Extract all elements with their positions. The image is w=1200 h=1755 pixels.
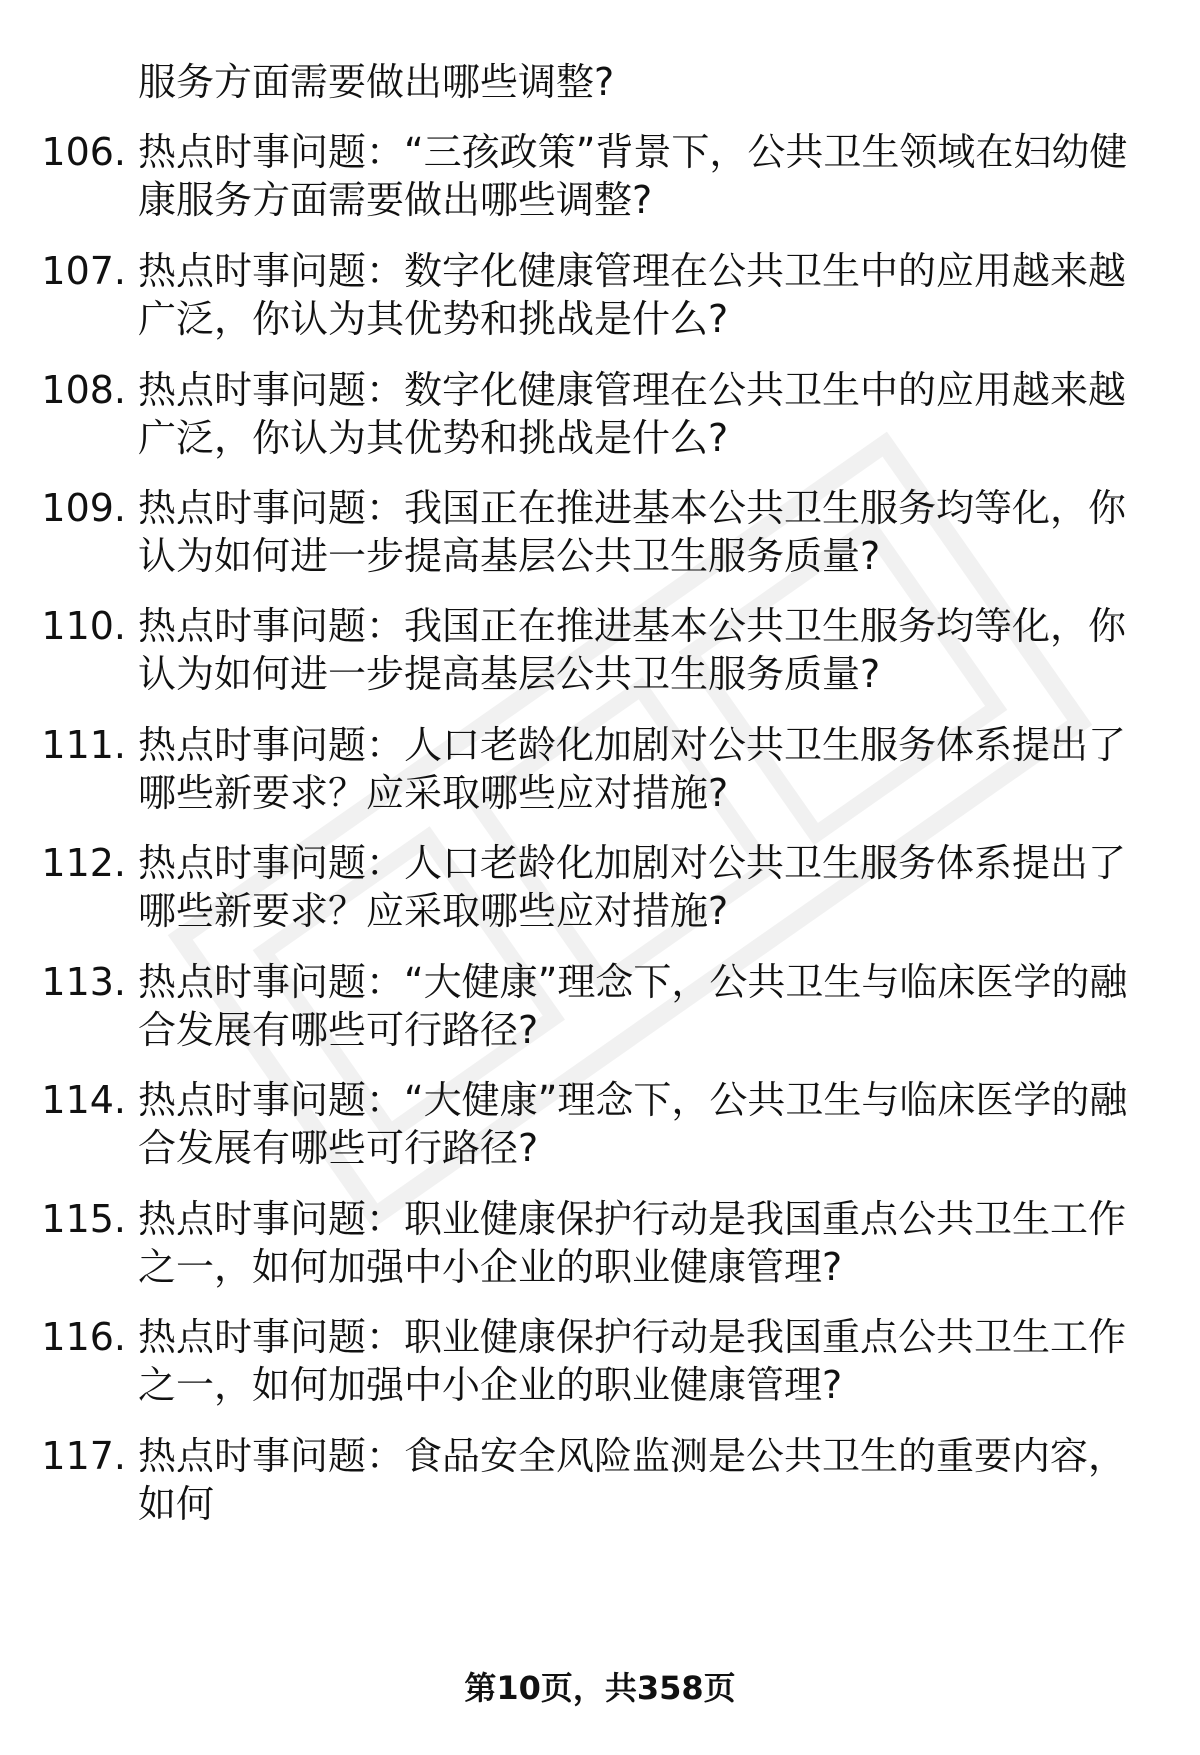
question-item <box>30 602 1150 698</box>
question-number: 107. <box>41 249 126 293</box>
question-text: 热点时事问题：“大健康”理念下，公共卫生与临床医学的融合发展有哪些可行路径? <box>138 1078 1128 1170</box>
question-text: 热点时事问题：“三孩政策”背景下，公共卫生领域在妇幼健康服务方面需要做出哪些调整? <box>138 130 1128 222</box>
question-text: 热点时事问题：数字化健康管理在公共卫生中的应用越来越广泛，你认为其优势和挑战是什么? <box>138 368 1127 460</box>
question-number: 115. <box>41 1197 126 1241</box>
question-number: 116. <box>41 1315 126 1359</box>
question-item <box>30 1432 1150 1528</box>
question-number: 114. <box>41 1078 126 1122</box>
question-number: 112. <box>41 841 126 885</box>
question-item <box>30 839 1150 935</box>
question-number: 108. <box>41 368 126 412</box>
question-item <box>30 484 1150 580</box>
question-text: 热点时事问题：我国正在推进基本公共卫生服务均等化，你认为如何进一步提高基层公共卫生服务质量? <box>138 486 1127 578</box>
question-number: 110. <box>41 604 126 648</box>
question-text: 热点时事问题：我国正在推进基本公共卫生服务均等化，你认为如何进一步提高基层公共卫生服务质量? <box>138 604 1127 696</box>
question-item <box>30 1076 1150 1172</box>
question-item <box>30 128 1150 224</box>
page-footer: 第10页，共358页 <box>464 1669 736 1707</box>
question-number: 111. <box>41 723 126 767</box>
question-text: 热点时事问题：职业健康保护行动是我国重点公共卫生工作之一，如何加强中小企业的职业健康管理? <box>138 1315 1127 1407</box>
continued-question-text <box>30 58 1150 106</box>
question-item <box>30 247 1150 343</box>
question-text: 热点时事问题：“大健康”理念下，公共卫生与临床医学的融合发展有哪些可行路径? <box>138 960 1128 1052</box>
question-number: 113. <box>41 960 126 1004</box>
question-number: 109. <box>41 486 126 530</box>
question-item <box>30 1195 1150 1291</box>
question-text: 热点时事问题：职业健康保护行动是我国重点公共卫生工作之一，如何加强中小企业的职业健康管理? <box>138 1197 1127 1289</box>
question-number: 106. <box>41 130 126 174</box>
question-text: 热点时事问题：人口老龄化加剧对公共卫生服务体系提出了哪些新要求？应采取哪些应对措施? <box>138 841 1127 933</box>
question-text: 热点时事问题：食品安全风险监测是公共卫生的重要内容，如何 <box>138 1434 1127 1526</box>
question-text: 服务方面需要做出哪些调整? <box>138 60 615 104</box>
question-number: 117. <box>41 1434 126 1478</box>
question-item <box>30 958 1150 1054</box>
question-text: 热点时事问题：人口老龄化加剧对公共卫生服务体系提出了哪些新要求？应采取哪些应对措施? <box>138 723 1127 815</box>
question-item <box>30 1313 1150 1409</box>
question-text: 热点时事问题：数字化健康管理在公共卫生中的应用越来越广泛，你认为其优势和挑战是什么? <box>138 249 1127 341</box>
question-item <box>30 366 1150 462</box>
question-item <box>30 721 1150 817</box>
